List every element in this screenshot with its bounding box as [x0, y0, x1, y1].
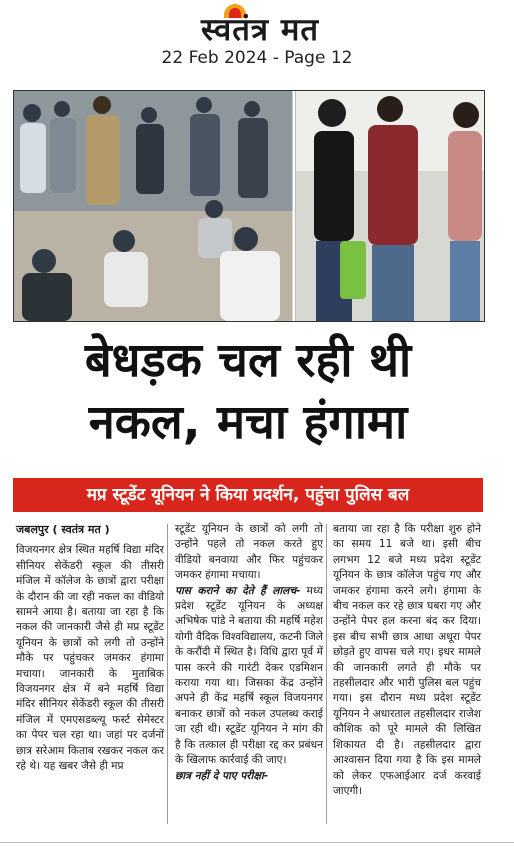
date-page-line: 22 Feb 2024 - Page 12	[161, 48, 353, 68]
logo-text: स्वतंत्र मत	[200, 12, 320, 48]
column-divider	[326, 524, 327, 824]
headline-line-1: बेधड़क चल रही थी	[84, 333, 412, 388]
bottom-rule	[0, 842, 514, 843]
column-divider	[167, 524, 168, 824]
headline-line-2: नकल, मचा हंगामा	[88, 395, 408, 450]
headline	[13, 330, 483, 454]
column-2-text-b: मध्य प्रदेश स्टूडेंट यूनियन के अध्यक्ष अभिषेक पांडे ने बताया की महर्षि महेश योगी वैदिक विश्वविद्यालय, कटनी जिले के करौंदी में स्थित है। विधि द्वारा पूर्व में पास करने की गारंटी देकर एडमिशन कराया गया था। जिसका केंद्र उन्होंने अपने ही केंद्र महर्षि स्कूल विजयनगर बनाकर छात्रों को नकल उपलब्ध कराई जा रही थी। स्टूडेंट यूनियन ने मांग की है कि तत्काल ही परीक्षा रद्द कर प्रबंधन के खिलाफ कार्रवाई की जाए।	[175, 584, 323, 767]
column-1-text: विजयनगर क्षेत्र स्थित महर्षि विद्या मंदिर सीनियर सेकेंडरी स्कूल की तीसरी मंजिल में कॉलेज के छात्रों द्वारा परीक्षा के दौरान की जा रही नकल का वीडियो सामने आया है। बताया जा रहा है कि नकल की जानकारी जैसे ही मप्र स्टूडेंट यूनियन के छात्रों को लगी तो उन्होंने मौके पर पहुंचकर जमकर हंगामा मचाया। जानकारी के मुताबिक विजयनगर क्षेत्र में बने महर्षि विद्या मंदिर सीनियर सेकेंडरी स्कूल की तीसरी मंजिल में एमएसडब्ल्यू फर्स्ट सेमेस्टर का पेपर चल रहा था। जहां पर दर्जनों छात्र सरेआम किताब रखकर नकल कर रहे थे। यह खबर जैसे ही मप्र	[16, 544, 164, 773]
article-column-3	[333, 522, 481, 799]
masthead	[0, 0, 514, 80]
article-column-2	[175, 522, 323, 784]
subheading-lure: पास कराने का देते हैं लालच-	[175, 584, 301, 597]
column-2-text-a: स्टूडेंट यूनियन के छात्रों को लगी तो उन्होंने पहले तो नकल करते हुए वीडियो बनवाया और फिर पहुंचकर जमकर हंगामा मचाया।	[175, 523, 323, 582]
subheadline-banner: मप्र स्टूडेंट यूनियन ने किया प्रदर्शन, पहुंचा पुलिस बल	[13, 478, 483, 512]
column-3-text: बताया जा रहा है कि परीक्षा शुरु होने का समय 11 बजे था। इसी बीच लगभग 12 बजे मध्य प्रदेश स्टूडेंट यूनियन के छात्र कॉलेज पहुंच गए और जमकर हंगामा करने लगे। हंगामा के बीच नकल कर रहे छात्र घबरा गए और उन्होंने पेपर हल करना बंद कर दिया। इस बीच सभी छात्र आधा अधूरा पेपर छोड़ते हुए वापस चले गए। इधर मामले की जानकारी लगते ही मौके पर तहसीलदार और भारी पुलिस बल पहुंच गया। इस दौरान मध्य प्रदेश स्टूडेंट यूनियन ने अधारताल तहसीलदार राजेश कौशिक को पूरे मामले की लिखित शिकायत दी है। तहसीलदार द्वारा आश्वासन दिया गया है कि इस मामले को लेकर एफआईआर दर्ज करवाई जाएगी।	[333, 523, 481, 797]
photo-illustration	[14, 91, 484, 321]
subheading-exam: छात्र नहीं दे पाए परीक्षा-	[175, 769, 269, 782]
newspaper-logo	[150, 4, 370, 48]
article-column-1	[16, 522, 164, 775]
byline: जबलपुर ( स्वतंत्र मत )	[16, 523, 110, 536]
news-photo	[13, 90, 485, 322]
